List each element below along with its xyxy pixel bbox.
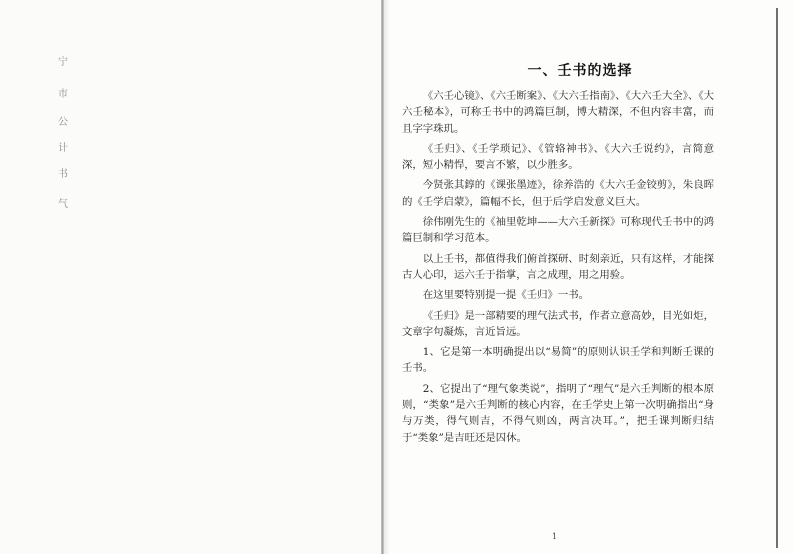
bleed-mark: 公 — [58, 117, 69, 128]
bleed-mark: 宁 — [58, 57, 69, 68]
paragraph: 《六壬心镜》、《六壬断案》、《大六壬指南》、《大六壬大全》、《大六壬秘本》，可称壬书中的鸿篇巨制，博大精深，不但内容丰富，而且字字珠玑。 — [402, 90, 714, 135]
paragraph: 2、它提出了“理气象类说”，指明了“理气”是六壬判断的根本原则，“类象”是六壬判断的核心内容，在壬学史上第一次明确指出“身与万类，得气则吉，不得气则凶，两言决耳。”，把壬课判断归结于“类象”是吉旺还是囚休。 — [402, 382, 714, 444]
bleed-mark: 气 — [58, 199, 69, 210]
bleed-mark: 书 — [58, 169, 69, 180]
bleed-mark: 市 — [58, 89, 69, 100]
body-text — [402, 88, 714, 450]
bleed-mark: 计 — [58, 143, 69, 154]
section-heading: 一、壬书的选择 — [527, 63, 633, 79]
left-page — [0, 0, 381, 554]
right-page — [384, 0, 776, 554]
paragraph: 《壬归》是一部精要的理气法式书，作者立意高妙，目光如炬，文章字句凝炼，言近旨远。 — [402, 309, 714, 338]
left-page-bleed-marks — [58, 58, 88, 210]
paragraph: 以上壬书，都值得我们俯首探研、时刻亲近，只有这样，才能探古人心印，运六壬于指掌，言之成理，用之用验。 — [402, 252, 714, 281]
page-number: 1 — [552, 532, 558, 541]
page-edge-line — [776, 8, 778, 548]
paragraph: 《壬归》、《壬学琐记》、《管辂神书》、《大六壬说约》，言简意深，短小精悍，要言不繁，以少胜多。 — [402, 142, 714, 172]
paragraph: 今贤张其錞的《课张墨迹》，徐养浩的《大六壬金铰剪》，朱良晖的《壬学启蒙》，篇幅不长，但于后学启发意义巨大。 — [402, 179, 714, 208]
paragraph: 1、它是第一本明确提出以“易简”的原则认识壬学和判断壬课的壬书。 — [402, 346, 714, 375]
paragraph: 徐伟刚先生的《袖里乾坤——大六壬新探》可称现代壬书中的鸿篇巨制和学习范本。 — [402, 216, 714, 245]
paragraph: 在这里要特别提一提《壬归》一书。 — [422, 289, 590, 302]
